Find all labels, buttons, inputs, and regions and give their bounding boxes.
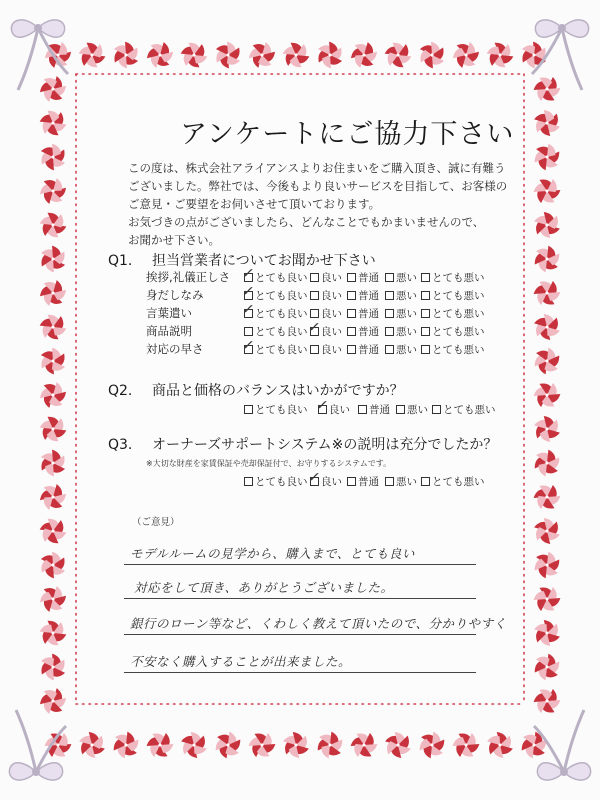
option-label: とても悪い	[432, 326, 485, 338]
opinion-handwriting-3: 銀行のローン等など、くわしく教えて頂いたので、分かりやすく	[130, 616, 507, 631]
pinwheel-ornament	[447, 36, 486, 73]
checkbox[interactable]	[396, 405, 405, 414]
pinwheel-ornament	[532, 620, 562, 646]
q1-row4-option-5[interactable]	[421, 324, 485, 339]
pinwheel-ornament	[36, 652, 70, 683]
pinwheel-ornament	[34, 274, 73, 311]
q3-option-1[interactable]	[244, 474, 308, 489]
checkbox[interactable]	[421, 291, 430, 300]
opinion-handwriting-4: 不安なく購入することが出来ました。	[130, 654, 352, 669]
pinwheel-ornament	[527, 682, 566, 721]
pinwheel-ornament	[277, 726, 314, 765]
pinwheel-ornament	[313, 37, 348, 74]
q2-option-4[interactable]	[396, 402, 428, 417]
q1-row2-option-5[interactable]	[421, 288, 485, 303]
q2-number: Q2.	[108, 383, 133, 399]
checkbox[interactable]	[385, 477, 394, 486]
pinwheel-ornament	[315, 728, 346, 762]
option-label: とても悪い	[432, 290, 485, 302]
option-label: とても良い	[255, 290, 308, 302]
option-label: 悪い	[396, 326, 417, 338]
pinwheel-ornament	[351, 40, 377, 70]
pinwheel-ornament	[36, 207, 71, 244]
option-label: とても良い	[255, 326, 308, 338]
pinwheel-ornament	[277, 35, 316, 74]
checkbox[interactable]	[347, 477, 356, 486]
pinwheel-ornament	[75, 37, 110, 74]
pinwheel-ornament	[34, 409, 73, 448]
option-label: 悪い	[396, 272, 417, 284]
opinion-rule-2	[124, 598, 476, 599]
option-label: 良い	[329, 404, 350, 416]
pinwheel-ornament	[34, 70, 73, 107]
pinwheel-ornament	[448, 728, 485, 763]
option-label: 普通	[358, 308, 379, 320]
q1-row5-option-3[interactable]	[347, 342, 379, 357]
q1-row1-option-3[interactable]	[347, 270, 379, 285]
pinwheel-ornament	[36, 513, 71, 550]
pinwheel-ornament	[34, 682, 73, 719]
q1-row-label: 挨拶,礼儀正しさ	[146, 270, 231, 284]
checkbox[interactable]	[432, 405, 441, 414]
checkbox[interactable]	[421, 327, 430, 336]
pinwheel-ornament	[532, 314, 562, 340]
pinwheel-ornament	[243, 36, 282, 73]
pinwheel-ornament	[36, 618, 70, 649]
pinwheel-ornament	[40, 176, 66, 206]
q1-row4-option-4[interactable]	[385, 324, 417, 339]
option-label: 良い	[321, 476, 342, 488]
checkbox[interactable]	[310, 273, 319, 282]
checkmark-icon: ✓	[240, 263, 256, 283]
q1-row1-option-5[interactable]	[421, 270, 485, 285]
pinwheel-ornament	[528, 206, 565, 245]
checkbox[interactable]	[385, 291, 394, 300]
option-label: 良い	[321, 344, 342, 356]
opinion-handwriting-2: 対応をして頂き、ありがとうございました。	[134, 580, 394, 595]
q3-option-3[interactable]	[347, 474, 379, 489]
pinwheel-ornament	[349, 728, 380, 762]
option-label: とても悪い	[432, 344, 485, 356]
pinwheel-ornament	[106, 726, 145, 765]
checkmark-icon: ✓	[306, 317, 322, 337]
option-label: 良い	[321, 308, 342, 320]
pinwheel-ornament	[381, 37, 416, 74]
pinwheel-ornament	[211, 40, 245, 71]
pinwheel-ornament	[242, 726, 281, 765]
pinwheel-ornament	[36, 312, 70, 343]
checkbox[interactable]	[385, 345, 394, 354]
checkmark-icon: ✓	[314, 395, 330, 415]
option-label: 良い	[321, 272, 342, 284]
q2-option-3[interactable]	[358, 402, 390, 417]
intro-line-3: ご意見・ご要望をお伺いさせて頂いております。	[128, 197, 381, 211]
pinwheel-ornament	[516, 728, 553, 763]
pinwheel-ornament	[34, 545, 73, 584]
q1-row-label: 言葉遣い	[146, 306, 192, 320]
option-label: 悪い	[407, 404, 428, 416]
checkbox[interactable]	[421, 477, 430, 486]
pinwheel-ornament	[34, 103, 73, 142]
checkbox[interactable]	[310, 291, 319, 300]
q1-row-label: 身だしなみ	[146, 288, 204, 302]
option-label: 悪い	[396, 476, 417, 488]
opinion-rule-1	[124, 564, 476, 565]
option-label: とても悪い	[443, 404, 496, 416]
pinwheel-ornament	[73, 726, 110, 765]
q3-text: オーナーズサポートシステム※の説明は充分でしたか？	[152, 437, 498, 453]
checkbox[interactable]	[244, 477, 253, 486]
q3-option-5[interactable]	[421, 474, 485, 489]
pinwheel-ornament	[527, 240, 566, 279]
option-label: 普通	[358, 290, 379, 302]
checkbox[interactable]	[421, 309, 430, 318]
option-label: とても良い	[255, 272, 308, 284]
pinwheel-ornament	[34, 376, 73, 413]
pinwheel-ornament	[34, 239, 73, 278]
option-label: 悪い	[396, 308, 417, 320]
checkbox[interactable]	[347, 309, 356, 318]
q3-number: Q3.	[108, 437, 133, 453]
q1-row1-option-2[interactable]	[310, 270, 342, 285]
pinwheel-ornament	[34, 580, 73, 617]
pinwheel-ornament	[529, 276, 566, 311]
pinwheel-ornament	[532, 480, 563, 514]
pinwheel-ornament	[36, 346, 70, 377]
checkbox[interactable]	[385, 273, 394, 282]
q1-row4-option-3[interactable]	[347, 324, 379, 339]
q1-row1-option-4[interactable]	[385, 270, 417, 285]
checkbox[interactable]	[347, 327, 356, 336]
pinwheel-ornament	[529, 582, 566, 617]
q2-text: 商品と価格のバランスはいかがですか？	[152, 383, 404, 399]
checkbox[interactable]	[421, 273, 430, 282]
q1-row3-option-3[interactable]	[347, 306, 379, 321]
checkbox[interactable]	[347, 273, 356, 282]
pinwheel-ornament	[40, 482, 66, 512]
q1-row3-option-4[interactable]	[385, 306, 417, 321]
checkbox[interactable]	[347, 345, 356, 354]
pinwheel-ornament	[532, 446, 563, 480]
pinwheel-ornament	[485, 732, 515, 758]
pinwheel-ornament	[379, 726, 416, 765]
pinwheel-ornament	[529, 344, 566, 379]
checkmark-icon: ✓	[240, 335, 256, 355]
opinion-label: （ご意見）	[132, 517, 180, 528]
option-label: 普通	[369, 404, 390, 416]
pinwheel-ornament	[527, 376, 566, 415]
checkbox[interactable]	[421, 345, 430, 354]
option-label: 普通	[358, 344, 379, 356]
pinwheel-ornament	[528, 410, 565, 449]
option-label: 普通	[358, 476, 379, 488]
pinwheel-ornament	[412, 726, 451, 765]
option-label: 良い	[321, 326, 342, 338]
option-label: とても悪い	[432, 308, 485, 320]
q1-row3-option-5[interactable]	[421, 306, 485, 321]
q1-row5-option-4[interactable]	[385, 342, 417, 357]
pinwheel-ornament	[529, 650, 566, 685]
pinwheel-ornament	[527, 546, 566, 585]
option-label: 普通	[358, 326, 379, 338]
opinion-rule-4	[124, 672, 476, 673]
q1-row2-option-2[interactable]	[310, 288, 342, 303]
pinwheel-ornament	[36, 445, 71, 482]
option-label: とても悪い	[432, 272, 485, 284]
q3-option-4[interactable]	[385, 474, 417, 489]
pinwheel-ornament	[36, 139, 71, 176]
q3-note: ※大切な財産を家賃保証や売却保証付で、お守りするシステムです。	[146, 459, 392, 468]
pinwheel-ornament	[141, 36, 180, 73]
pinwheel-ornament	[107, 35, 146, 74]
pinwheel-ornament	[177, 40, 211, 71]
pinwheel-ornament	[532, 174, 563, 208]
checkbox[interactable]	[310, 345, 319, 354]
pinwheel-ornament	[528, 104, 565, 143]
opinion-rule-3	[124, 634, 476, 635]
checkbox[interactable]	[310, 309, 319, 318]
q1-row-label: 商品説明	[146, 324, 192, 338]
intro-line-1: この度は、株式会社アライアンスよりお住まいをご購入頂き、誠に有難う	[128, 161, 506, 175]
q1-text: 担当営業者についてお聞かせ下さい	[152, 253, 376, 269]
checkmark-icon: ✓	[306, 467, 322, 487]
opinion-handwriting-1: モデルルームの見学から、購入まで、とても良い	[130, 546, 415, 561]
pinwheel-ornament	[532, 140, 563, 174]
intro-line-5: お聞かせ下さい。	[128, 233, 220, 247]
q1-row5-option-5[interactable]	[421, 342, 485, 357]
q1-row-label: 対応の早さ	[146, 342, 204, 356]
q1-row5-option-2[interactable]	[310, 342, 342, 357]
intro-line-4: お気づきの点がございましたら、どんなことでもかまいませんので、	[128, 215, 485, 229]
checkbox[interactable]	[244, 405, 253, 414]
checkbox[interactable]	[385, 309, 394, 318]
option-label: とても良い	[255, 476, 308, 488]
q1-number: Q1.	[108, 253, 133, 269]
pinwheel-ornament	[527, 70, 566, 109]
q1-row2-option-3[interactable]	[347, 288, 379, 303]
pinwheel-ornament	[210, 728, 247, 763]
option-label: とても悪い	[432, 476, 485, 488]
q3-heading	[108, 434, 497, 454]
checkmark-icon: ✓	[240, 299, 256, 319]
pinwheel-ornament	[142, 728, 179, 763]
option-label: 悪い	[396, 344, 417, 356]
checkmark-icon: ✓	[240, 281, 256, 301]
pinwheel-ornament	[483, 40, 517, 71]
option-label: とても良い	[255, 404, 308, 416]
option-label: とても良い	[255, 308, 308, 320]
option-label: 悪い	[396, 290, 417, 302]
checkbox[interactable]	[244, 327, 253, 336]
q2-heading	[108, 380, 404, 400]
option-label: 良い	[321, 290, 342, 302]
checkbox[interactable]	[358, 405, 367, 414]
option-label: 普通	[358, 272, 379, 284]
q1-row2-option-4[interactable]	[385, 288, 417, 303]
pinwheel-ornament	[528, 512, 565, 551]
pinwheel-ornament	[45, 40, 71, 70]
checkbox[interactable]	[347, 291, 356, 300]
checkbox[interactable]	[385, 327, 394, 336]
option-label: とても良い	[255, 344, 308, 356]
pinwheel-ornament	[179, 732, 209, 758]
q2-option-5[interactable]	[432, 402, 496, 417]
pinwheel-ornament	[413, 35, 452, 74]
q2-option-1[interactable]	[244, 402, 308, 417]
intro-line-2: ございました。弊社では、今後もより良いサービスを目指して、お客様の	[128, 179, 508, 193]
page-title: アンケートにご協力下さい	[180, 119, 515, 150]
